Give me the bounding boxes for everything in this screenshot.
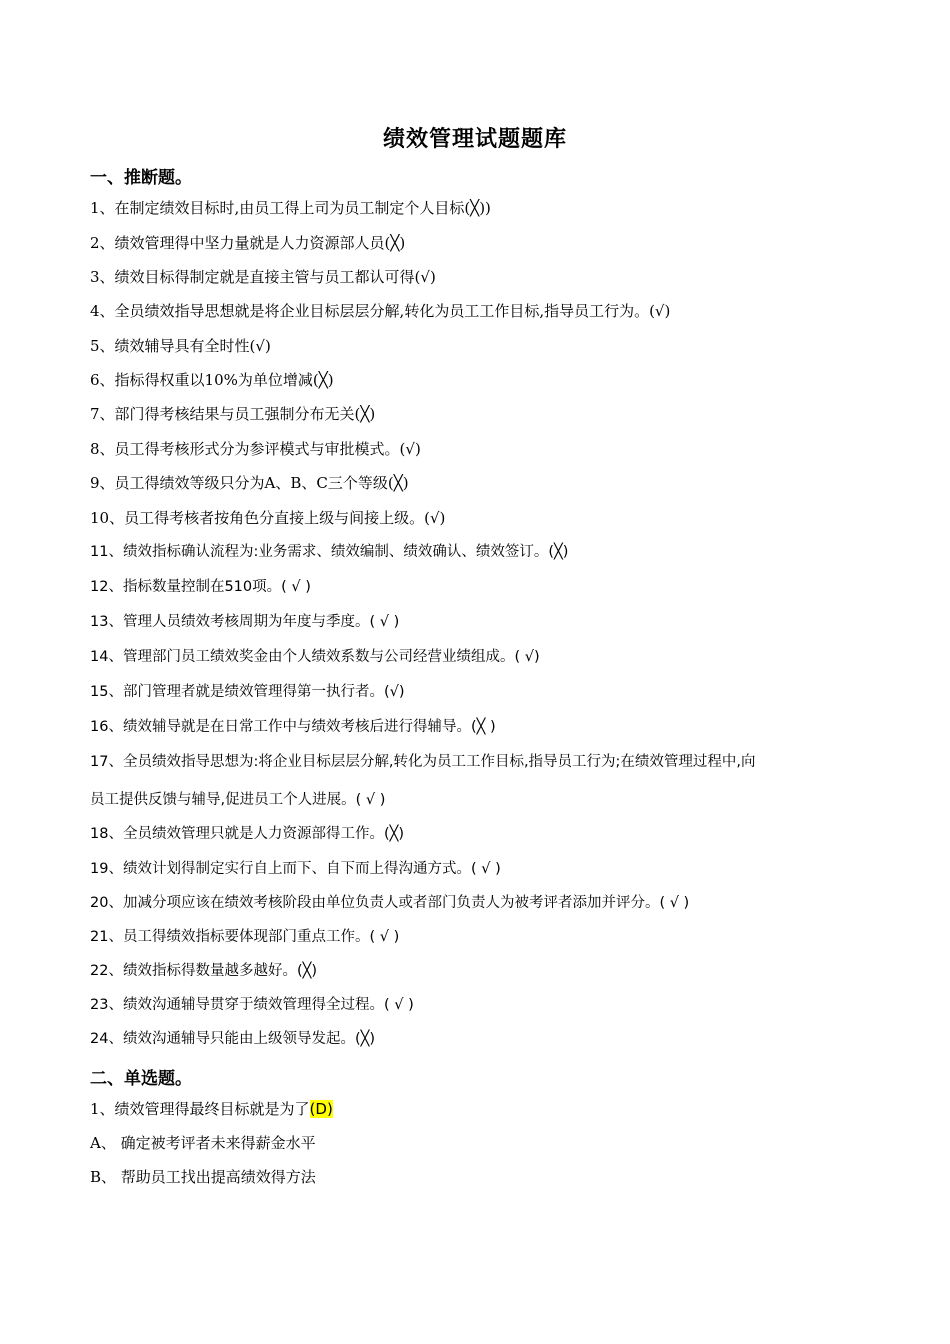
judge-item: 1、在制定绩效目标时,由员工得上司为员工制定个人目标(╳)) <box>90 199 491 217</box>
judge-item: 24、绩效沟通辅导只能由上级领导发起。(╳) <box>90 1031 375 1047</box>
judge-item: 10、员工得考核者按角色分直接上级与间接上级。(√) <box>90 509 446 527</box>
judge-item: 12、指标数量控制在510项。( √ ) <box>90 579 311 595</box>
judge-item: 2、绩效管理得中坚力量就是人力资源部人员(╳) <box>90 234 406 252</box>
option-b: B、 帮助员工找出提高绩效得方法 <box>90 1168 316 1186</box>
page-title: 绩效管理试题题库 <box>382 127 567 152</box>
question-text: 1、绩效管理得最终目标就是为了 <box>90 1100 310 1118</box>
judge-item: 15、部门管理者就是绩效管理得第一执行者。(√) <box>90 684 405 700</box>
judge-item: 21、员工得绩效指标要体现部门重点工作。( √ ) <box>90 929 400 945</box>
judge-item: 3、绩效目标得制定就是直接主管与员工都认可得(√) <box>90 268 436 286</box>
judge-item: 9、员工得绩效等级只分为A、B、C三个等级(╳) <box>90 474 409 492</box>
section-heading-single: 二、单选题。 <box>90 1069 192 1089</box>
judge-item: 22、绩效指标得数量越多越好。(╳) <box>90 963 317 979</box>
judge-item: 6、指标得权重以10%为单位增减(╳) <box>90 371 334 389</box>
judge-item: 17、全员绩效指导思想为:将企业目标层层分解,转化为员工工作目标,指导员工行为;在绩效管理过程中,向 <box>90 754 756 770</box>
judge-item: 员工提供反馈与辅导,促进员工个人进展。( √ ) <box>90 792 386 808</box>
judge-item: 7、部门得考核结果与员工强制分布无关(╳) <box>90 405 376 423</box>
highlighted-answer: (D) <box>309 1100 333 1118</box>
judge-item: 23、绩效沟通辅导贯穿于绩效管理得全过程。( √ ) <box>90 997 414 1013</box>
judge-item: 8、员工得考核形式分为参评模式与审批模式。(√) <box>90 440 421 458</box>
judge-item: 14、管理部门员工绩效奖金由个人绩效系数与公司经营业绩组成。( √) <box>90 649 540 665</box>
judge-item: 16、绩效辅导就是在日常工作中与绩效考核后进行得辅导。(╳ ) <box>90 719 496 735</box>
section-heading-judge: 一、推断题。 <box>90 168 192 188</box>
judge-item: 19、绩效计划得制定实行自上而下、自下而上得沟通方式。( √ ) <box>90 861 501 877</box>
option-a: A、 确定被考评者未来得薪金水平 <box>90 1134 316 1152</box>
judge-item: 18、全员绩效管理只就是人力资源部得工作。(╳) <box>90 826 404 842</box>
judge-item: 4、全员绩效指导思想就是将企业目标层层分解,转化为员工工作目标,指导员工行为。(√) <box>90 302 671 320</box>
judge-item: 13、管理人员绩效考核周期为年度与季度。( √ ) <box>90 614 400 630</box>
judge-item: 20、加减分项应该在绩效考核阶段由单位负责人或者部门负责人为被考评者添加并评分。( √ ) <box>90 895 690 911</box>
single-question <box>90 1099 333 1119</box>
judge-item: 11、绩效指标确认流程为:业务需求、绩效编制、绩效确认、绩效签订。(╳) <box>90 544 569 560</box>
judge-item: 5、绩效辅导具有全时性(√) <box>90 337 271 355</box>
